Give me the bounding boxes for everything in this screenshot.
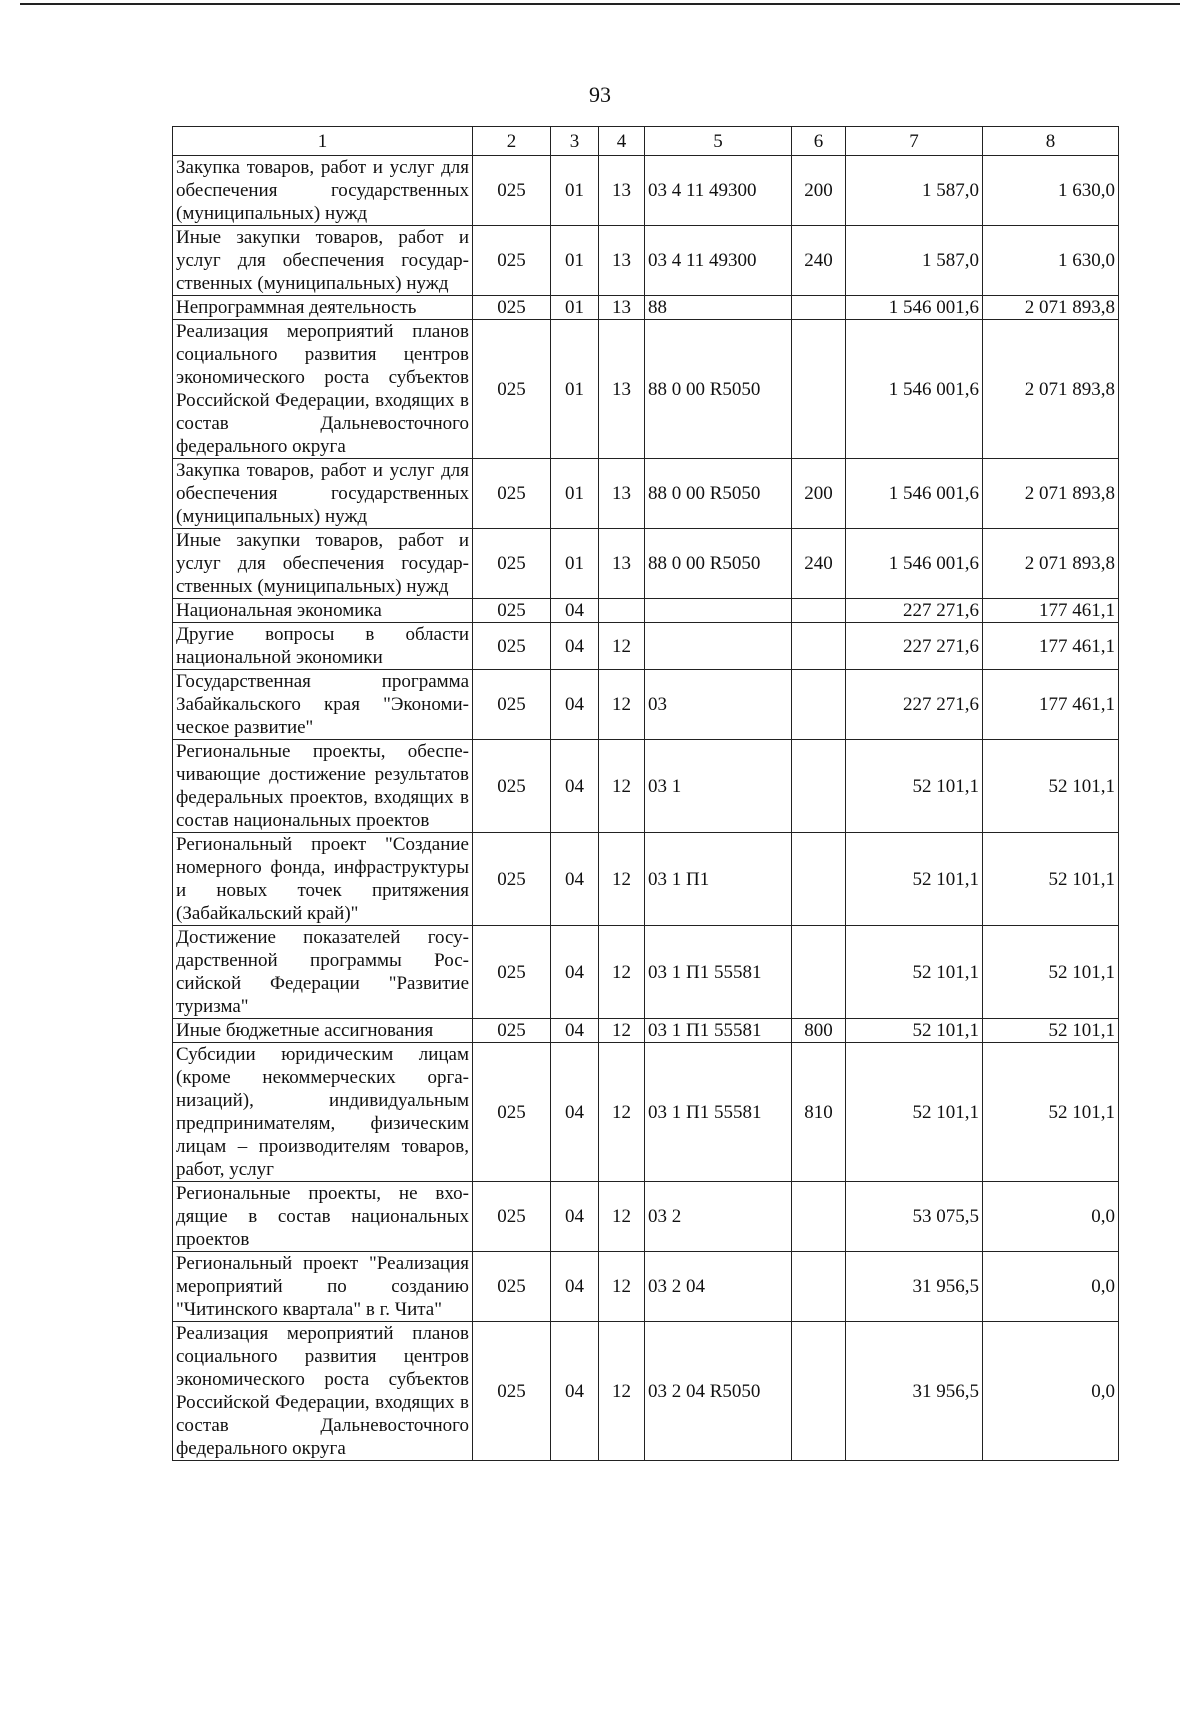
cell-section: 04 [551,623,599,670]
table-row [173,296,1119,320]
cell-section: 04 [551,1019,599,1043]
cell-amount-year2: 52 101,1 [983,833,1119,926]
cell-admin-code: 025 [473,1043,551,1182]
cell-target-article: 03 2 [645,1182,792,1252]
cell-admin-code: 025 [473,459,551,529]
cell-amount-year1: 227 271,6 [846,623,983,670]
cell-expense-type [792,1252,846,1322]
cell-subsection: 12 [599,1182,645,1252]
cell-subsection: 12 [599,1019,645,1043]
cell-name: Закупка товаров, работ и услуг для обеспечения государственных (муниципальных) нужд [173,459,473,529]
cell-target-article: 03 1 П1 [645,833,792,926]
cell-amount-year2: 0,0 [983,1252,1119,1322]
cell-section: 01 [551,156,599,226]
cell-name: Региональные проекты, обеспечивающие достижение результатов федеральных проектов, входящих в состав национальных проектов [173,740,473,833]
cell-section: 04 [551,599,599,623]
cell-admin-code: 025 [473,226,551,296]
cell-target-article: 88 0 00 R5050 [645,529,792,599]
cell-amount-year1: 53 075,5 [846,1182,983,1252]
cell-subsection: 13 [599,320,645,459]
cell-name: Иные бюджетные ассигнования [173,1019,473,1043]
budget-table [172,126,1119,1461]
cell-amount-year2: 52 101,1 [983,926,1119,1019]
cell-expense-type [792,623,846,670]
cell-expense-type [792,833,846,926]
cell-expense-type [792,1322,846,1461]
cell-section: 01 [551,459,599,529]
cell-admin-code: 025 [473,1019,551,1043]
cell-admin-code: 025 [473,926,551,1019]
cell-expense-type: 200 [792,156,846,226]
cell-name: Государственная программа Забайкальского края "Экономическое развитие" [173,670,473,740]
cell-subsection: 13 [599,226,645,296]
cell-section: 04 [551,1043,599,1182]
cell-section: 01 [551,529,599,599]
cell-name: Иные закупки товаров, работ и услуг для обеспечения государственных (муниципальных) нужд [173,529,473,599]
cell-admin-code: 025 [473,623,551,670]
cell-subsection [599,599,645,623]
table-row [173,1019,1119,1043]
cell-amount-year1: 52 101,1 [846,833,983,926]
cell-section: 04 [551,1252,599,1322]
cell-target-article: 03 4 11 49300 [645,226,792,296]
table-body [173,156,1119,1461]
cell-section: 01 [551,296,599,320]
cell-amount-year2: 2 071 893,8 [983,529,1119,599]
cell-target-article: 03 1 [645,740,792,833]
page-top-rule [20,3,1180,5]
cell-target-article: 03 2 04 R5050 [645,1322,792,1461]
cell-admin-code: 025 [473,740,551,833]
cell-name: Другие вопросы в области национальной экономики [173,623,473,670]
table-row [173,1182,1119,1252]
cell-amount-year2: 2 071 893,8 [983,459,1119,529]
cell-section: 01 [551,226,599,296]
cell-expense-type: 200 [792,459,846,529]
cell-expense-type: 240 [792,226,846,296]
cell-amount-year2: 52 101,1 [983,1019,1119,1043]
cell-admin-code: 025 [473,670,551,740]
cell-amount-year2: 177 461,1 [983,623,1119,670]
cell-target-article: 88 0 00 R5050 [645,320,792,459]
cell-amount-year1: 31 956,5 [846,1252,983,1322]
cell-subsection: 12 [599,1043,645,1182]
cell-expense-type: 240 [792,529,846,599]
table-row [173,599,1119,623]
cell-amount-year1: 1 587,0 [846,156,983,226]
cell-amount-year1: 52 101,1 [846,1019,983,1043]
cell-subsection: 12 [599,1252,645,1322]
cell-amount-year1: 1 587,0 [846,226,983,296]
cell-expense-type: 810 [792,1043,846,1182]
cell-target-article: 03 2 04 [645,1252,792,1322]
cell-section: 04 [551,1322,599,1461]
cell-section: 04 [551,670,599,740]
cell-admin-code: 025 [473,1252,551,1322]
cell-expense-type [792,296,846,320]
cell-name: Региональный проект "Создание номерного фонда, инфраструктуры и новых точек притяжения (Забайкальский край)" [173,833,473,926]
page-number: 93 [589,82,611,107]
cell-amount-year1: 1 546 001,6 [846,529,983,599]
cell-section: 01 [551,320,599,459]
cell-name: Субсидии юридическим лицам (кроме некоммерческих организаций), индивидуальным предпринимателям, физическим лицам – производителям товаров, работ, услуг [173,1043,473,1182]
cell-expense-type: 800 [792,1019,846,1043]
cell-target-article: 03 1 П1 55581 [645,926,792,1019]
cell-subsection: 12 [599,1322,645,1461]
table-row [173,833,1119,926]
cell-amount-year1: 1 546 001,6 [846,296,983,320]
header-cell: 5 [645,127,792,156]
cell-amount-year2: 2 071 893,8 [983,296,1119,320]
cell-name: Иные закупки товаров, работ и услуг для обеспечения государственных (муниципальных) нужд [173,226,473,296]
cell-expense-type [792,1182,846,1252]
table-row [173,1252,1119,1322]
header-cell: 3 [551,127,599,156]
cell-target-article [645,623,792,670]
cell-amount-year2: 0,0 [983,1322,1119,1461]
cell-target-article: 88 [645,296,792,320]
header-cell: 2 [473,127,551,156]
cell-subsection: 12 [599,623,645,670]
cell-subsection: 13 [599,529,645,599]
cell-admin-code: 025 [473,156,551,226]
cell-target-article: 03 [645,670,792,740]
cell-admin-code: 025 [473,599,551,623]
cell-section: 04 [551,740,599,833]
cell-expense-type [792,599,846,623]
table-row [173,459,1119,529]
header-cell: 7 [846,127,983,156]
cell-amount-year1: 52 101,1 [846,740,983,833]
cell-amount-year1: 227 271,6 [846,670,983,740]
cell-subsection: 12 [599,833,645,926]
header-cell: 1 [173,127,473,156]
cell-target-article: 88 0 00 R5050 [645,459,792,529]
cell-amount-year1: 52 101,1 [846,926,983,1019]
cell-admin-code: 025 [473,1182,551,1252]
cell-amount-year1: 227 271,6 [846,599,983,623]
cell-target-article: 03 1 П1 55581 [645,1019,792,1043]
cell-admin-code: 025 [473,1322,551,1461]
table-row [173,740,1119,833]
cell-name: Реализация мероприятий планов социального развития центров экономического роста субъектов Российской Федерации, входящих в состав Дальневосточного федерального округа [173,320,473,459]
cell-subsection: 13 [599,296,645,320]
cell-amount-year1: 1 546 001,6 [846,459,983,529]
cell-amount-year1: 31 956,5 [846,1322,983,1461]
header-cell: 4 [599,127,645,156]
cell-name: Региональные проекты, не входящие в состав национальных проектов [173,1182,473,1252]
cell-section: 04 [551,926,599,1019]
cell-amount-year1: 1 546 001,6 [846,320,983,459]
cell-section: 04 [551,1182,599,1252]
cell-name: Национальная экономика [173,599,473,623]
table-row [173,1043,1119,1182]
cell-target-article [645,599,792,623]
cell-subsection: 12 [599,926,645,1019]
cell-expense-type [792,670,846,740]
table-row [173,156,1119,226]
cell-amount-year1: 52 101,1 [846,1043,983,1182]
cell-amount-year2: 1 630,0 [983,226,1119,296]
table-row [173,529,1119,599]
cell-subsection: 12 [599,740,645,833]
header-cell: 6 [792,127,846,156]
cell-expense-type [792,320,846,459]
table-row [173,226,1119,296]
cell-amount-year2: 52 101,1 [983,1043,1119,1182]
cell-amount-year2: 52 101,1 [983,740,1119,833]
cell-name: Непрограммная деятельность [173,296,473,320]
cell-target-article: 03 1 П1 55581 [645,1043,792,1182]
cell-admin-code: 025 [473,296,551,320]
cell-subsection: 13 [599,156,645,226]
cell-admin-code: 025 [473,833,551,926]
cell-amount-year2: 177 461,1 [983,670,1119,740]
table-row [173,623,1119,670]
table-row [173,1322,1119,1461]
cell-section: 04 [551,833,599,926]
table-header-row [173,127,1119,156]
cell-target-article: 03 4 11 49300 [645,156,792,226]
cell-name: Закупка товаров, работ и услуг для обеспечения государственных (муниципальных) нужд [173,156,473,226]
table-row [173,320,1119,459]
cell-name: Достижение показателей государственной программы Российской Федерации "Развитие туризма" [173,926,473,1019]
cell-admin-code: 025 [473,529,551,599]
cell-name: Региональный проект "Реализация мероприятий по созданию "Читинского квартала" в г. Чита" [173,1252,473,1322]
cell-amount-year2: 0,0 [983,1182,1119,1252]
cell-subsection: 13 [599,459,645,529]
header-cell: 8 [983,127,1119,156]
cell-amount-year2: 1 630,0 [983,156,1119,226]
cell-expense-type [792,740,846,833]
cell-amount-year2: 2 071 893,8 [983,320,1119,459]
table-row [173,670,1119,740]
cell-expense-type [792,926,846,1019]
cell-admin-code: 025 [473,320,551,459]
cell-name: Реализация мероприятий планов социального развития центров экономического роста субъектов Российской Федерации, входящих в состав Дальневосточного федерального округа [173,1322,473,1461]
cell-amount-year2: 177 461,1 [983,599,1119,623]
table-row [173,926,1119,1019]
cell-subsection: 12 [599,670,645,740]
